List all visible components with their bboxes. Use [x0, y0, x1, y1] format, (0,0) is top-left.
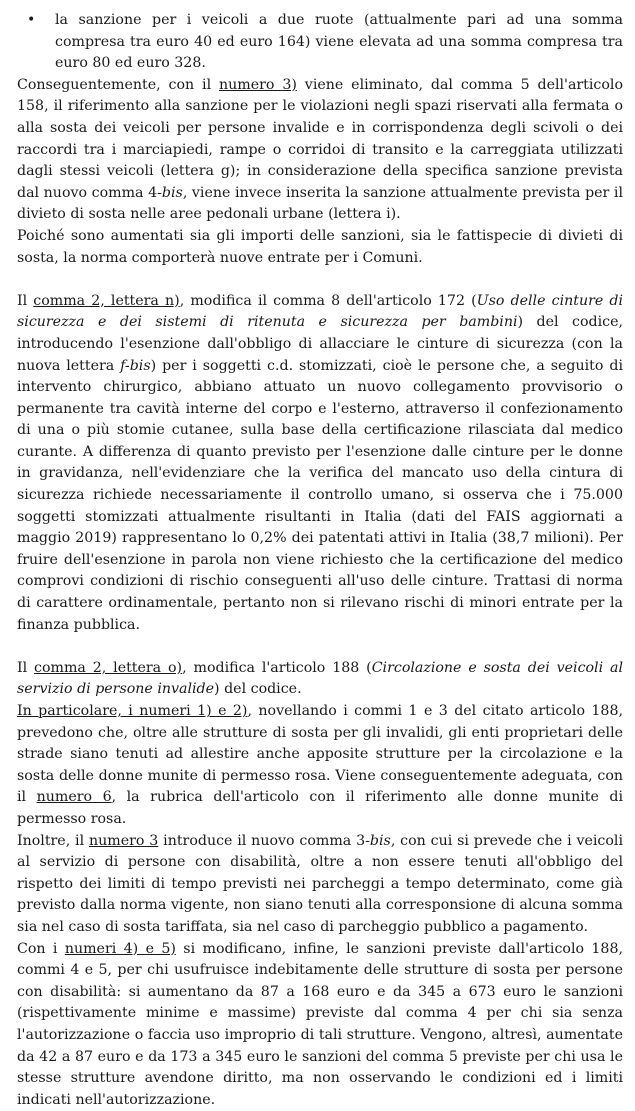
paragraph-conseguentemente: [17, 75, 623, 226]
text-run: Con i: [17, 940, 65, 957]
italic-text: Circolazione e sosta dei veicoli al servizio di persone invalide: [17, 659, 624, 698]
text-run: , la rubrica dell'articolo con il riferimento alle donne munite di permesso rosa.: [17, 789, 624, 827]
document-body: [17, 10, 623, 1111]
text-run: , modifica l'articolo 188 (: [182, 659, 372, 676]
text-run: , con cui si prevede che i veicoli al servizio di persone con disabilità, oltre a non essere tenuti all'obbligo del rispetto dei limiti di tempo previsti nei parcheggi a tempo determinato, come già previsto dalla norma vigente, non siano tenuti alla corresponsione di alcuna somma sia nel caso di sosta tariffata, sia nel caso di parcheggio pubblico a pagamento.: [17, 832, 623, 935]
italic-text: bis: [369, 832, 391, 849]
text-run: , modifica il comma 8 dell'articolo 172 (: [179, 292, 477, 309]
text-run: , novellando i commi 1 e 3 del citato articolo 188, prevedono che, oltre alle strutture di sosta per gli invalidi, gli enti proprietari delle strade siano tenuti ad allestire anche apposite strutture per la circolazione e la sosta delle donne munite di permesso rosa. Viene conseguentemente adeguata, con il: [17, 703, 623, 806]
text-run: Il: [17, 292, 34, 309]
paragraph-inoltre: [17, 831, 623, 939]
paragraph-con-i-numeri: [17, 939, 623, 1111]
italic-text: Uso delle cinture di sicurezza e dei sistemi di ritenuta e sicurezza per bambini: [17, 292, 624, 331]
underlined-reference: In particolare, i numeri 1) e 2): [17, 703, 248, 719]
bullet-text: la sanzione per i veicoli a due ruote (attualmente pari ad una somma compresa tra euro 40 ed euro 164) viene elevata ad una somma compresa tra euro 80 ed euro 328.: [55, 12, 623, 72]
italic-text: bis: [161, 184, 183, 201]
bullet-item: [17, 10, 623, 75]
paragraph-gap: [17, 269, 623, 291]
underlined-reference: comma 2, lettera o): [34, 659, 183, 676]
text-run: ) del codice.: [214, 681, 302, 698]
text-run: Conseguentemente, con il: [17, 76, 220, 93]
underlined-reference: numeri 4) e 5): [64, 940, 176, 957]
underlined-reference: numero 6: [36, 789, 112, 806]
text-run: Il: [17, 659, 35, 676]
paragraph-in-particolare: [17, 701, 623, 831]
text-run: , viene invece inserita la sanzione attualmente prevista per il divieto di sosta nelle aree pedonali urbane (lettera i).: [17, 184, 624, 223]
paragraph-gap: [17, 636, 623, 658]
text-run: introduce il nuovo comma 3-: [158, 832, 370, 849]
paragraph-comma-2-lettera-o: [17, 658, 623, 701]
text-run: si modificano, infine, le sanzioni previste dall'articolo 188, commi 4 e 5, per chi usufruisce indebitamente delle strutture di sosta per persone con disabilità: si aumentano da 87 a 168 euro e da 345 a 673 euro le sanzioni (rispettivamente minime e massime) previste dal comma 4 per chi sia senza l'autorizzazione o faccia uso improprio di tali strutture. Vengono, altresì, aumentate da 42 a 87 euro e da 173 a 345 euro le sanzioni del comma 5 previste per chi usa le stesse strutture avendone diritto, ma non osservando le condizioni ed i limiti indicati nell'autorizzazione.: [17, 940, 623, 1108]
underlined-reference: numero 3): [219, 76, 297, 93]
paragraph-poiche: Poiché sono aumentati sia gli importi delle sanzioni, sia le fattispecie di divieti di sosta, la norma comporterà nuove entrate per i Comuni.: [17, 227, 623, 266]
text-run: ) del codice, introducendo l'esenzione dall'obbligo di allacciare le cinture di sicurezza (con la nuova lettera: [17, 314, 624, 374]
underlined-reference: numero 3: [88, 832, 159, 849]
italic-text: f-bis: [120, 357, 151, 374]
paragraph-comma-2-lettera-n: [17, 291, 623, 637]
text-run: Inoltre, il: [17, 832, 89, 849]
text-run: ) per i soggetti c.d. stomizzati, cioè le persone che, a seguito di intervento chirurgico, abbiano attuato un nuovo collegamento provvisorio o permanente tra cavità interne del corpo e l'esterno, attraverso il confezionamento di una o più stomie cutanee, sulla base della certificazione rilasciata dal medico curante. A differenza di quanto previsto per l'esenzione dalle cinture per le donne in gravidanza, nell'evidenziare che la verifica del mancato uso della cintura di sicurezza richiede necessariamente il controllo umano, si osserva che i 75.000 soggetti stomizzati attualmente risultanti in Italia (dati del FAIS aggiornati a maggio 2019) rappresentano lo 0,2% dei patentati attivi in Italia (38,7 milioni). Per fruire dell'esenzione in parola non viene richiesto che la certificazione del medico comprovi condizioni di rischio conseguenti all'uso delle cinture. Trattasi di norma di carattere ordinamentale, pertanto non si rilevano rischi di minori entrate per la finanza pubblica.: [17, 357, 623, 633]
bullet-icon: •: [27, 12, 36, 28]
underlined-reference: comma 2, lettera n): [33, 292, 180, 309]
text-run: viene eliminato, dal comma 5 dell'articolo 158, il riferimento alla sanzione per le violazioni negli spazi riservati alla fermata o alla sosta dei veicoli per persone invalide e in corrispondenza degli scivoli o dei raccordi tra i marciapiedi, rampe o corridoi di transito e la carreggiata utilizzati dagli stessi veicoli (lettera g); in considerazione della specifica sanzione prevista dal nuovo comma 4-: [17, 76, 623, 201]
